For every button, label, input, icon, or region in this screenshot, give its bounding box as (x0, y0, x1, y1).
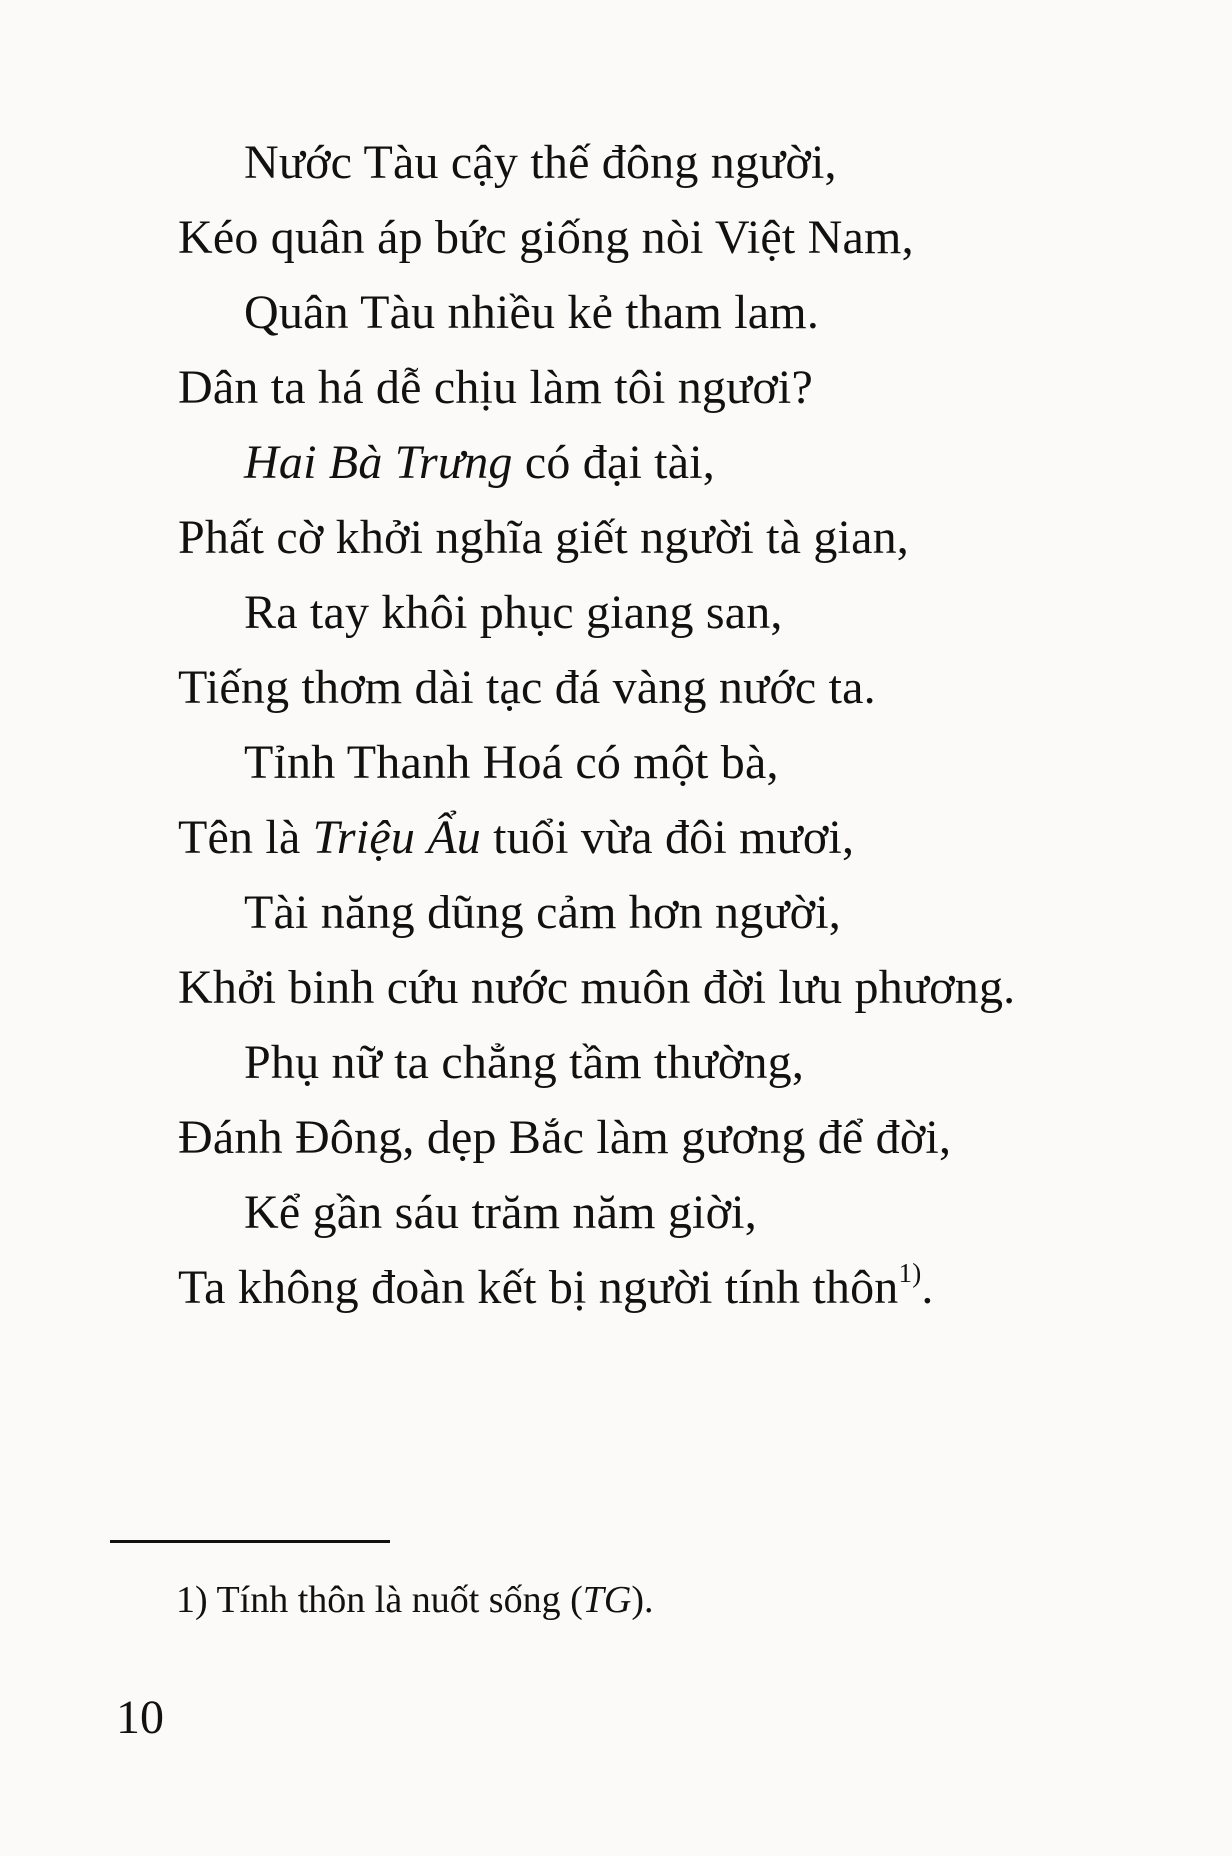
poem-line (244, 1035, 804, 1091)
footnote-divider (110, 1540, 390, 1543)
poem-line (178, 660, 876, 716)
poem-line-text: Nước Tàu cậy thế đông người, (244, 136, 837, 189)
poem-line-text: Tiếng thơm dài tạc đá vàng nước ta. (178, 661, 876, 714)
poem-line (178, 810, 854, 866)
poem-line-text: tuổi vừa đôi mươi, (480, 811, 855, 864)
poem-line (244, 735, 779, 791)
poem-line-text: Kéo quân áp bức giống nòi Việt Nam, (178, 211, 914, 264)
footnote-text-end: ). (631, 1579, 654, 1621)
poem-line-text: Ta không đoàn kết bị người tính thôn (178, 1261, 899, 1314)
poem-line-text: Đánh Đông, dẹp Bắc làm gương để đời, (178, 1111, 952, 1164)
poem-line-text: Tài năng dũng cảm hơn người, (244, 886, 841, 939)
poem-line (178, 960, 1015, 1016)
poem-line-text: Quân Tàu nhiều kẻ tham lam. (244, 286, 820, 339)
footnote-source: TG (582, 1579, 632, 1621)
poem-line (244, 585, 783, 641)
poem-line (244, 1185, 757, 1241)
poem-line (244, 285, 819, 341)
poem-line-text: Dân ta há dễ chịu làm tôi ngươi? (178, 361, 813, 414)
poem-line-text: Kể gần sáu trăm năm giời, (244, 1186, 757, 1239)
poem-line (178, 360, 813, 416)
poem-line-text: có đại tài, (512, 436, 715, 489)
poem-line-punctuation: . (921, 1261, 934, 1314)
footnote-reference: 1) (898, 1258, 922, 1288)
poem-line-text: Ra tay khôi phục giang san, (244, 586, 783, 639)
footnote (176, 1577, 653, 1623)
poem-line-text: Phất cờ khởi nghĩa giết người tà gian, (178, 511, 909, 564)
poem-line (178, 510, 909, 566)
poem-line (244, 885, 841, 941)
poem-line-text: Tỉnh Thanh Hoá có một bà, (244, 736, 779, 789)
poem-line-text: Tên là (178, 811, 313, 864)
poem-line (178, 210, 914, 266)
name-trieu-au: Triệu Ẩu (312, 811, 481, 864)
poem-line (178, 1260, 934, 1316)
page-number: 10 (116, 1691, 164, 1744)
poem-line-text: Khởi binh cứu nước muôn đời lưu phương. (178, 961, 1016, 1014)
footnote-text: Tính thôn là nuốt sống ( (216, 1579, 583, 1621)
poem-line (244, 435, 715, 491)
poem-line (244, 135, 837, 191)
poem-line (178, 1110, 951, 1166)
name-hai-ba-trung: Hai Bà Trưng (244, 436, 513, 489)
footnote-marker: 1) (176, 1579, 217, 1621)
poem-line-text: Phụ nữ ta chẳng tầm thường, (244, 1036, 805, 1089)
